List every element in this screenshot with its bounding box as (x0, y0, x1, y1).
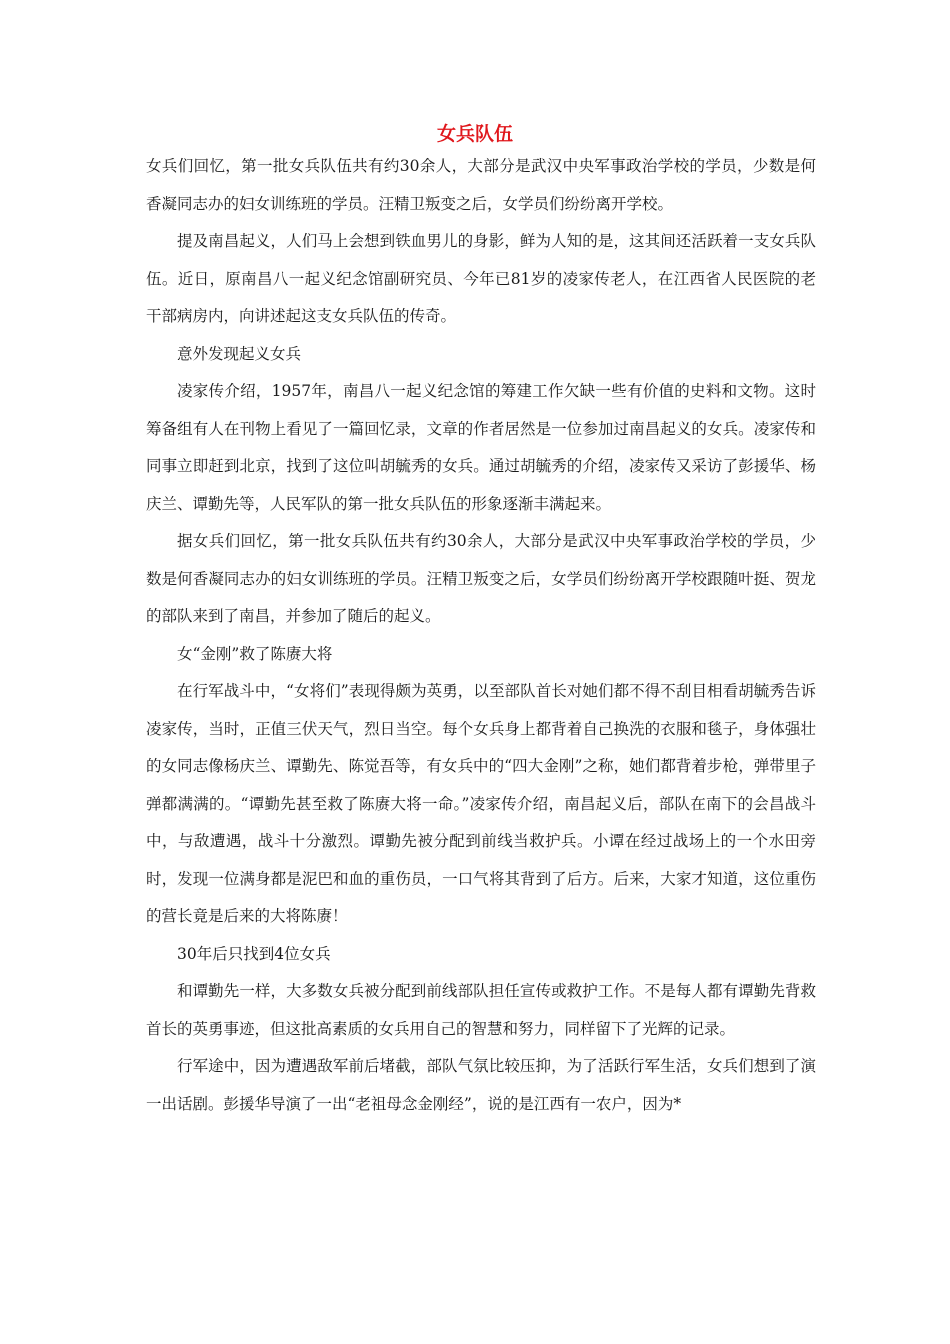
paragraph: 女兵们回忆，第一批女兵队伍共有约30余人，大部分是武汉中央军事政治学校的学员，少数是何香凝同志办的妇女训练班的学员。汪精卫叛变之后，女学员们纷纷离开学校。 (146, 157, 816, 213)
paragraph: 和谭勤先一样，大多数女兵被分配到前线部队担任宣传或救护工作。不是每人都有谭勤先背救首长的英勇事迹，但这批高素质的女兵用自己的智慧和努力，同样留下了光辉的记录。 (146, 982, 816, 1038)
paragraph: 提及南昌起义，人们马上会想到铁血男儿的身影，鲜为人知的是，这其间还活跃着一支女兵队伍。近日，原南昌八一起义纪念馆副研究员、今年已81岁的凌家传老人，在江西省人民医院的老干部病房内，向讲述起这支女兵队伍的传奇。 (146, 232, 816, 325)
section-heading: 30年后只找到4位女兵 (177, 944, 331, 963)
paragraph: 行军途中，因为遭遇敌军前后堵截，部队气氛比较压抑，为了活跃行军生活，女兵们想到了演一出话剧。彭援华导演了一出“老祖母念金刚经”，说的是江西有一农户，因为* (146, 1057, 816, 1113)
paragraph: 据女兵们回忆，第一批女兵队伍共有约30余人，大部分是武汉中央军事政治学校的学员，少数是何香凝同志办的妇女训练班的学员。汪精卫叛变之后，女学员们纷纷离开学校跟随叶挺、贺龙的部队来到了南昌，并参加了随后的起义。 (146, 532, 816, 625)
section-heading: 意外发现起义女兵 (177, 344, 302, 363)
paragraph: 在行军战斗中，“女将们”表现得颇为英勇，以至部队首长对她们都不得不刮目相看胡毓秀告诉凌家传，当时，正值三伏天气，烈日当空。每个女兵身上都背着自己换洗的衣服和毯子，身体强壮的女同志像杨庆兰、谭勤先、陈觉吾等，有女兵中的“四大金刚”之称，她们都背着步枪，弹带里子弹都满满的。“谭勤先甚至救了陈赓大将一命。”凌家传介绍，南昌起义后，部队在南下的会昌战斗中，与敌遭遇，战斗十分激烈。谭勤先被分配到前线当救护兵。小谭在经过战场上的一个水田旁时，发现一位满身都是泥巴和血的重伤员，一口气将其背到了后方。后来，大家才知道，这位重伤的营长竟是后来的大将陈赓！ (146, 682, 816, 925)
section-heading: 女“金刚”救了陈赓大将 (177, 644, 333, 663)
document-body (146, 148, 816, 1123)
paragraph: 凌家传介绍，1957年，南昌八一起义纪念馆的筹建工作欠缺一些有价值的史料和文物。这时筹备组有人在刊物上看见了一篇回忆录，文章的作者居然是一位参加过南昌起义的女兵。凌家传和同事立即赶到北京，找到了这位叫胡毓秀的女兵。通过胡毓秀的介绍，凌家传又采访了彭援华、杨庆兰、谭勤先等，人民军队的第一批女兵队伍的形象逐渐丰满起来。 (146, 382, 816, 513)
document-title: 女兵队伍 (436, 123, 513, 145)
